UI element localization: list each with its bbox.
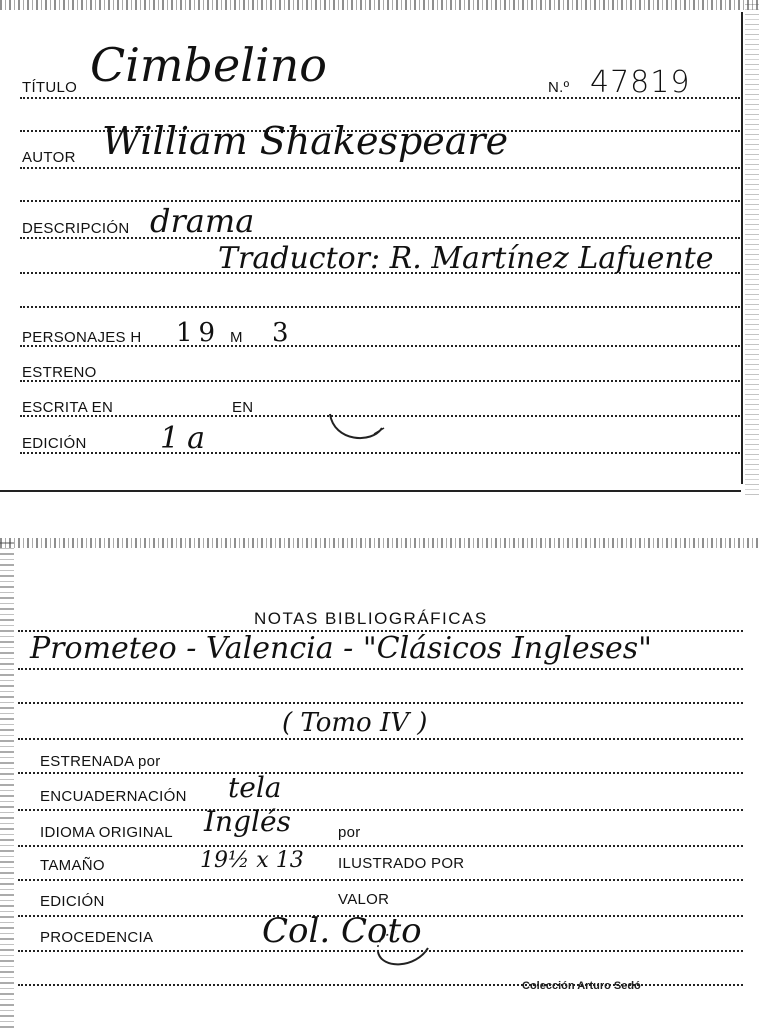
autor-label: AUTOR: [22, 149, 76, 166]
card-edge-texture: [0, 538, 14, 1028]
punch-hole-icon: [372, 922, 436, 968]
personajes-label: PERSONAJES H: [22, 329, 142, 346]
form-rule: [18, 809, 743, 811]
form-rule: [18, 668, 743, 670]
personajes-m-value: 3: [272, 318, 289, 348]
idioma-value: Inglés: [204, 805, 291, 838]
numero-value: 47819: [590, 65, 691, 100]
card-edge-texture: [0, 0, 759, 10]
personajes-m-label: M: [230, 329, 243, 346]
form-rule: [20, 200, 740, 202]
tamano-label: TAMAÑO: [40, 857, 105, 874]
notas-line2: ( Tomo IV ): [282, 708, 428, 738]
punch-hole-icon: [324, 398, 388, 444]
encuadernacion-value: tela: [228, 771, 282, 804]
form-rule: [20, 237, 740, 239]
procedencia-label: PROCEDENCIA: [40, 929, 154, 946]
edicion-value: 1a: [160, 421, 213, 456]
edicion-label-back: EDICIÓN: [40, 893, 105, 910]
notas-label: NOTAS BIBLIOGRÁFICAS: [254, 609, 488, 628]
form-rule: [20, 306, 740, 308]
catalog-card-front: [0, 0, 759, 495]
notas-line1: Prometeo - Valencia - "Clásicos Ingleses": [30, 631, 652, 666]
estreno-label: ESTRENO: [22, 364, 97, 381]
valor-label: VALOR: [338, 891, 390, 908]
idioma-label: IDIOMA ORIGINAL: [40, 824, 173, 841]
traductor-value: Traductor: R. Martínez Lafuente: [218, 241, 714, 276]
ilustrado-label: ILUSTRADO POR: [338, 855, 465, 872]
form-rule: [20, 380, 740, 382]
autor-value: William Shakespeare: [102, 119, 509, 163]
estrenada-label: ESTRENADA por: [40, 753, 161, 770]
catalog-card-back: [0, 538, 759, 1028]
form-rule: [18, 879, 743, 881]
por-label: por: [338, 824, 361, 841]
descripcion-value: drama: [150, 202, 255, 240]
form-rule: [18, 845, 743, 847]
personajes-h-value: 19: [176, 318, 222, 348]
tamano-value: 19½ x 13: [200, 848, 304, 873]
form-rule: [18, 702, 743, 704]
numero-label: N.º: [548, 79, 570, 96]
edicion-label: EDICIÓN: [22, 435, 87, 452]
form-rule: [18, 738, 743, 740]
encuadernacion-label: ENCUADERNACIÓN: [40, 788, 187, 805]
titulo-value: Cimbelino: [90, 38, 327, 92]
descripcion-label: DESCRIPCIÓN: [22, 220, 130, 237]
card-frame-bottom: [0, 490, 741, 492]
procedencia-value: Col. Coto: [262, 911, 422, 951]
card-edge-texture: [0, 538, 759, 548]
titulo-label: TÍTULO: [22, 79, 78, 96]
form-rule: [20, 167, 740, 169]
en-label: EN: [232, 399, 254, 416]
form-rule: [18, 772, 743, 774]
card-edge-texture: [745, 0, 759, 495]
card-frame-right: [741, 12, 743, 484]
escrita-label: ESCRITA EN: [22, 399, 114, 416]
form-rule: [20, 452, 740, 454]
coleccion-footer: Colección Arturo Sedó: [522, 980, 641, 992]
